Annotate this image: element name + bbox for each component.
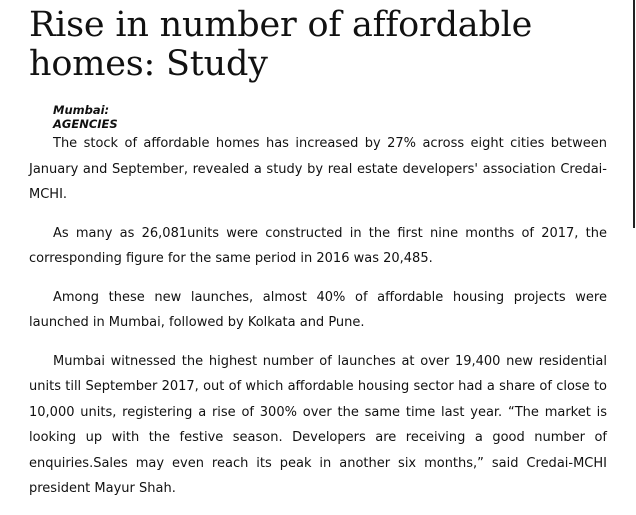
news-article (29, 0, 607, 515)
byline-source: AGENCIES (53, 117, 118, 131)
article-headline: Rise in number of affordable homes: Study (29, 5, 533, 84)
article-paragraph: The stock of affordable homes has increased by 27% across eight cities between January and September, revealed a study by real estate developers' association Credai-MCHI. (29, 136, 607, 202)
article-paragraph: Among these new launches, almost 40% of affordable housing projects were launched in Mumbai, followed by Kolkata and Pune. (29, 289, 607, 330)
column-divider-line (633, 0, 635, 228)
article-body (29, 131, 607, 502)
byline-location: Mumbai: (53, 103, 110, 117)
article-byline (53, 103, 607, 131)
article-paragraph: Mumbai witnessed the highest number of launches at over 19,400 new residential units till September 2017, out of which affordable housing sector had a share of close to 10,000 units, registering a rise of 300% over the same time last year. “The market is looking up with the festive season. Developers are receiving a good number of enquiries.Sales may even reach its peak in another six months,” said Credai-MCHI president Mayur Shah. (29, 353, 607, 496)
article-paragraph: As many as 26,081units were constructed in the first nine months of 2017, the corresponding figure for the same period in 2016 was 20,485. (29, 225, 607, 266)
